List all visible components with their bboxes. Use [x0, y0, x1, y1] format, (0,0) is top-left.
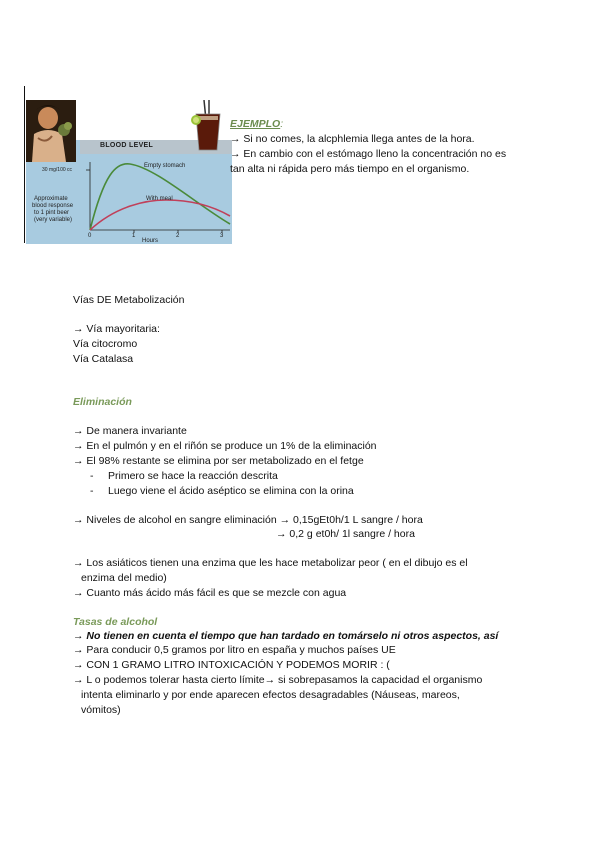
example-line-1: → Si no comes, la alcphlemia llega antes de la hora.: [230, 133, 475, 145]
x-axis-label: Hours: [142, 238, 159, 244]
example-line-3: tan alta ni rápida pero más tiempo en el organismo.: [230, 163, 470, 175]
rates-line-2: → CON 1 GRAMO LITRO INTOXICACIÓN Y PODEMOS MORIR : (: [73, 659, 390, 671]
rates-line-1: → Para conducir 0,5 gramos por litro en españa y muchos países UE: [73, 644, 396, 656]
cola-glass-image: [190, 100, 226, 152]
rates-line-3: → L o podemos tolerar hasta cierto límite→ si sobrepasamos la capacidad el organismo: [73, 674, 483, 686]
elimination-heading: Eliminación: [73, 396, 132, 408]
asian-line-3: → Cuanto más ácido más fácil es que se mezcle con agua: [73, 587, 347, 599]
example-title-colon: :: [280, 118, 284, 130]
example-title: EJEMPLO: [230, 118, 281, 130]
asian-line-2: enzima del medio): [81, 572, 167, 584]
elimination-dash-item-1: - Primero se hace la reacción descrita: [90, 470, 278, 482]
metabolism-line-1: → Vía mayoritaria:: [73, 323, 160, 335]
dash-item-text-2: Luego viene el ácido aséptico se elimina con la orina: [108, 485, 354, 497]
blood-level-header: BLOOD LEVEL: [100, 142, 154, 149]
rates-line-5: vómitos): [81, 704, 121, 716]
x-tick-3: 3: [220, 233, 224, 239]
x-tick-0: 0: [88, 233, 92, 239]
dash-item-text-1: Primero se hace la reacción descrita: [108, 470, 278, 482]
curve-label-meal: With meal: [146, 196, 173, 202]
rates-line-4: intenta eliminarlo y por ende aparecen efectos desagradables (Náuseas, mareos,: [81, 689, 460, 701]
figure-left-rule: [24, 86, 25, 243]
y-axis-label-3: to 1 pint beer: [34, 210, 70, 216]
example-line-2: → En cambio con el estómago lleno la concentración no es: [230, 148, 507, 160]
metabolism-title: Vías DE Metabolización: [73, 294, 185, 306]
asian-line-1: → Los asiáticos tienen una enzima que les hace metabolizar peor ( en el dibujo es el: [73, 557, 468, 569]
y-tick-label: 30 mg/100 cc: [42, 167, 73, 173]
elimination-dash-item-2: - Luego viene el ácido aséptico se elimina con la orina: [90, 485, 354, 497]
y-axis-label-2: blood response: [32, 203, 74, 209]
elimination-line-3: → El 98% restante se elimina por ser metabolizado en el fetge: [73, 455, 364, 467]
y-axis-label-4: (very variable): [34, 217, 73, 223]
metabolism-line-2: Vía citocromo: [73, 338, 138, 350]
elimination-levels-line-2: → 0,2 g et0h/ 1l sangre / hora: [276, 528, 415, 540]
curve-label-empty: Empty stomach: [144, 163, 186, 169]
rates-heading: Tasas de alcohol: [73, 616, 158, 628]
rates-bold-line: → No tienen en cuenta el tiempo que han tardado en tomárselo ni otros aspectos, así: [73, 630, 499, 642]
elimination-line-2: → En el pulmón y en el riñón se produce un 1% de la eliminación: [73, 440, 377, 452]
elimination-levels-line-1: → Niveles de alcohol en sangre eliminación → 0,15gEt0h/1 L sangre / hora: [73, 514, 423, 526]
with-meal-curve: [90, 200, 230, 230]
drinker-painting-image: [26, 100, 76, 162]
example-title-line: [230, 117, 283, 131]
metabolism-line-3: Vía Catalasa: [73, 353, 134, 365]
elimination-line-1: → De manera invariante: [73, 425, 187, 437]
x-tick-2: 2: [176, 233, 180, 239]
y-axis-label-1: Approximate: [34, 196, 68, 202]
x-tick-1: 1: [132, 233, 136, 239]
